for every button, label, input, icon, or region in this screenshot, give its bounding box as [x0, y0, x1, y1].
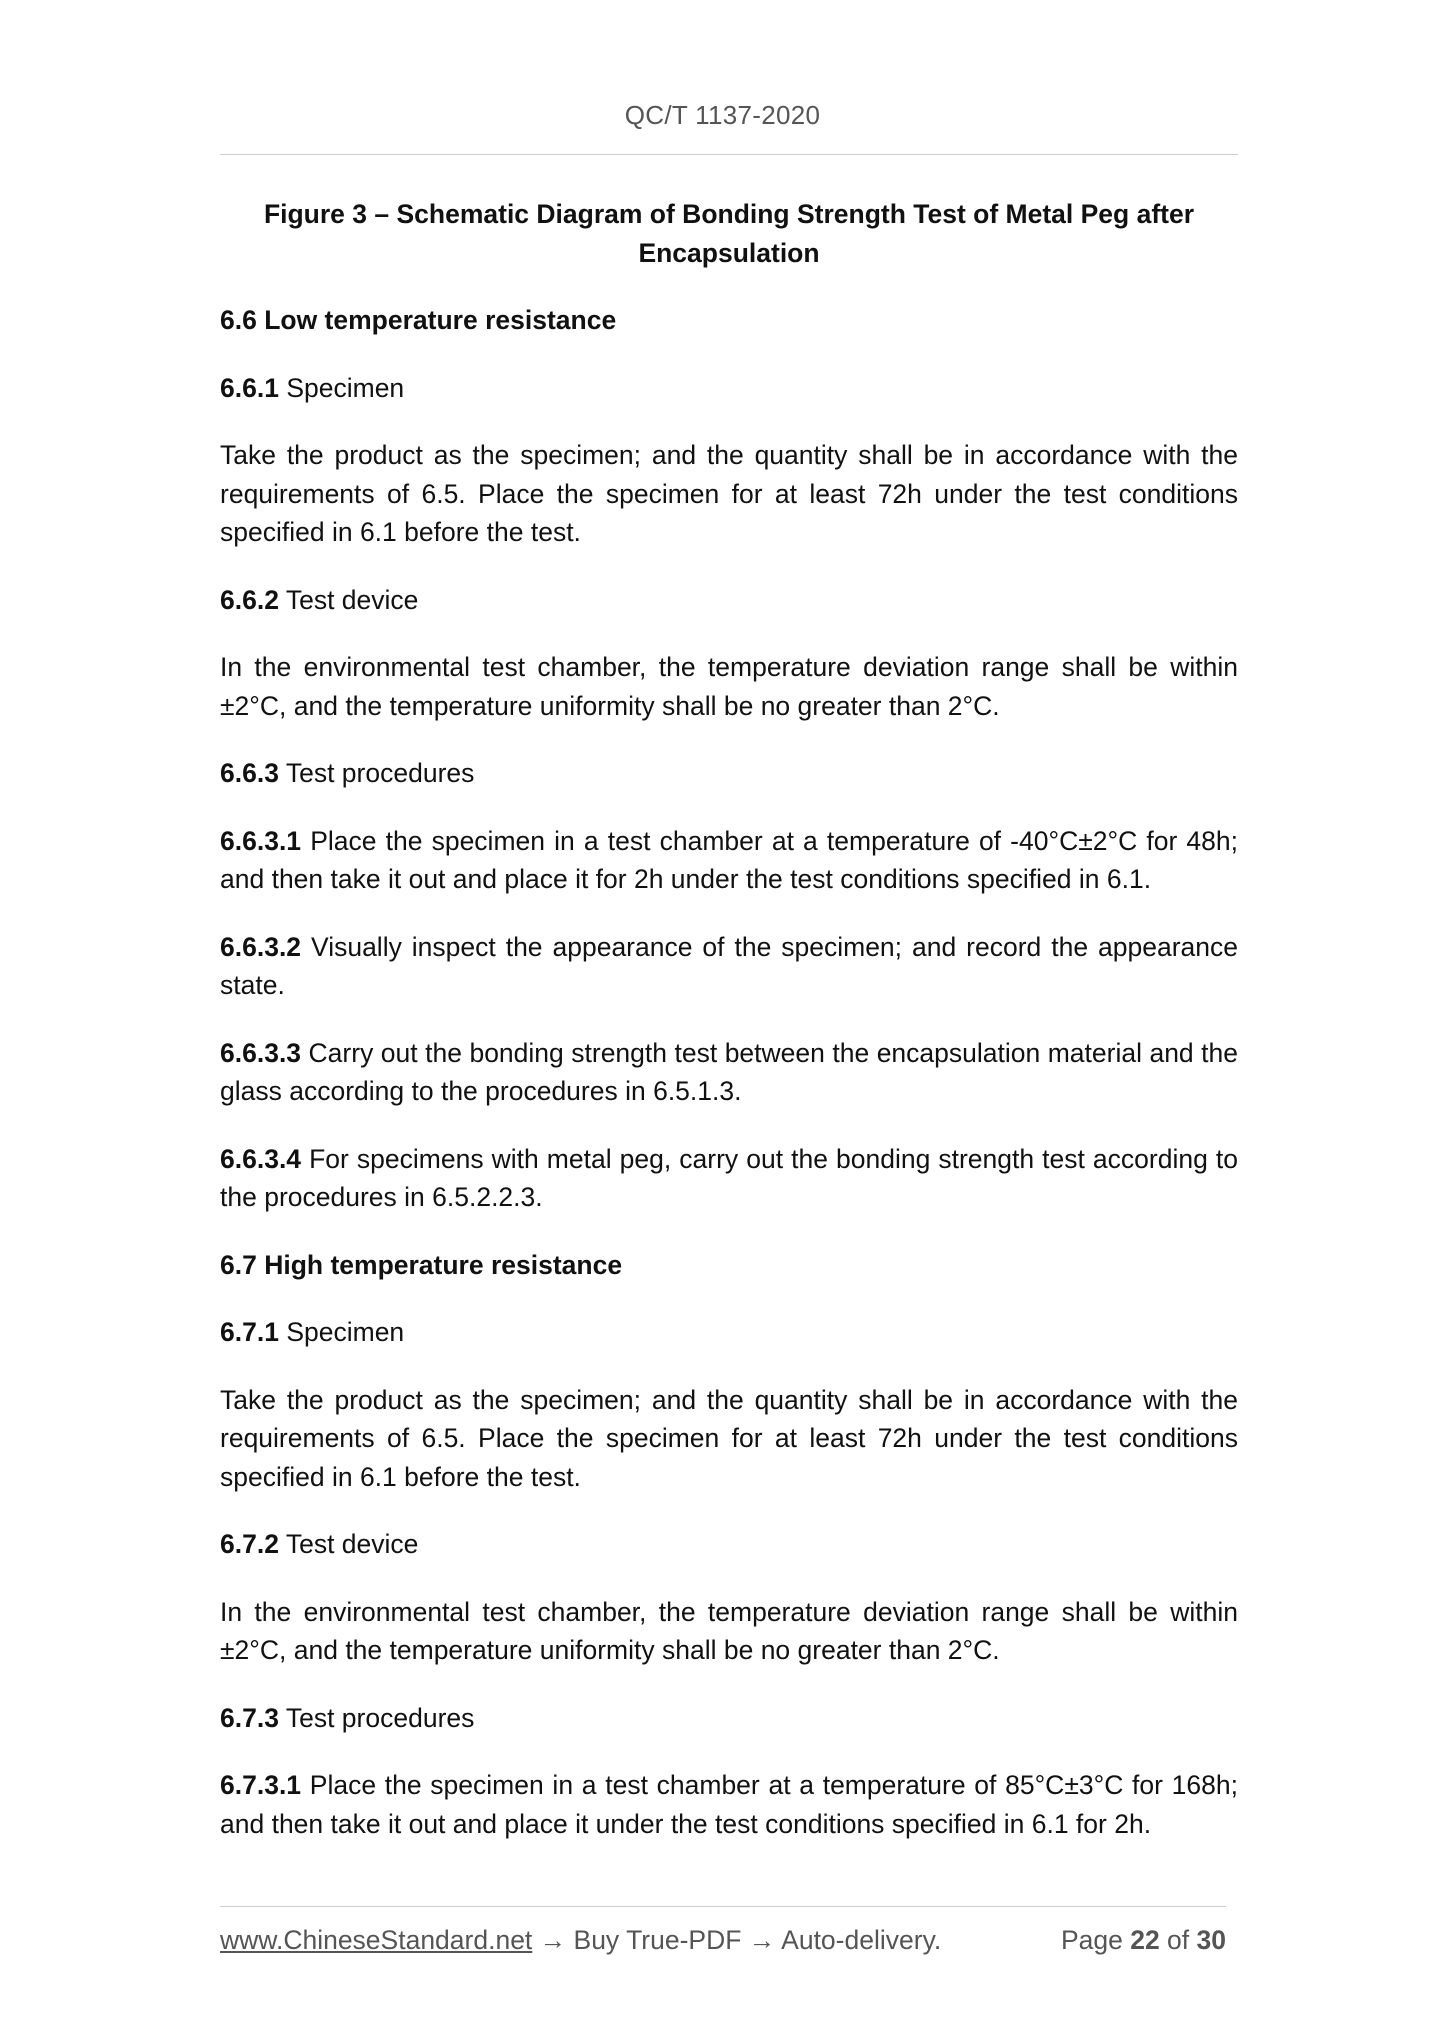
footer-divider — [220, 1906, 1226, 1907]
paragraph-6-6-3-2 — [220, 928, 1238, 1005]
page-of: of — [1159, 1925, 1197, 1955]
paragraph-6-7-2: In the environmental test chamber, the temperature deviation range shall be within ±2°C, and the temperature uniformity shall be no greater than 2°C. — [220, 1596, 1238, 1665]
page-body — [220, 195, 1238, 1872]
clause-number: 6.6.3 — [220, 758, 279, 788]
paragraph-6-6-1: Take the product as the specimen; and the quantity shall be in accordance with the requirements of 6.5. Place the specimen for at least 72h under the test conditions specified in 6.1 before the test. — [220, 440, 1238, 547]
clause-text: Visually inspect the appearance of the specimen; and record the appearance state. — [220, 931, 1238, 1000]
promo-text: → Buy True-PDF → Auto-delivery. — [532, 1925, 942, 1955]
clause-text: Place the specimen in a test chamber at a temperature of -40°C±2°C for 48h; and then take it out and place it for 2h under the test conditions specified in 6.1. — [220, 825, 1238, 894]
clause-title: Specimen — [286, 372, 405, 403]
clause-title: Test procedures — [285, 758, 475, 788]
header-divider — [220, 154, 1238, 155]
clause-number: 6.6.3.2 — [220, 931, 302, 962]
clause-number: 6.6.2 — [220, 584, 279, 615]
subsection-heading-6-7-2 — [220, 1525, 1238, 1564]
current-page-number: 22 — [1130, 1925, 1160, 1955]
page-indicator — [1061, 1925, 1226, 1956]
website-link[interactable]: www.ChineseStandard.net — [220, 1925, 533, 1955]
clause-title: Test procedures — [285, 1702, 475, 1733]
paragraph-6-6-3-1 — [220, 822, 1238, 899]
page-prefix: Page — [1060, 1925, 1131, 1955]
section-heading-6-6: 6.6 Low temperature resistance — [220, 305, 617, 335]
figure-caption: Figure 3 – Schematic Diagram of Bonding Strength Test of Metal Peg after Encapsulation — [263, 199, 1195, 268]
document-id-header: QC/T 1137-2020 — [624, 100, 821, 130]
clause-text: For specimens with metal peg, carry out the bonding strength test according to the procedures in 6.5.2.2.3. — [220, 1143, 1238, 1212]
page-footer — [220, 1925, 1226, 1956]
paragraph-6-6-3-3 — [220, 1034, 1238, 1111]
clause-number: 6.6.3.3 — [220, 1037, 302, 1068]
paragraph-6-6-2: In the environmental test chamber, the temperature deviation range shall be within ±2°C, and the temperature uniformity shall be no greater than 2°C. — [220, 652, 1238, 721]
subsection-heading-6-6-1 — [220, 369, 1238, 408]
clause-text: Carry out the bonding strength test between the encapsulation material and the glass according to the procedures in 6.5.1.3. — [220, 1037, 1238, 1106]
section-heading-6-7: 6.7 High temperature resistance — [220, 1249, 623, 1280]
clause-number: 6.7.3 — [220, 1702, 279, 1733]
subsection-heading-6-6-2 — [220, 581, 1238, 620]
footer-promo — [220, 1925, 941, 1956]
subsection-heading-6-6-3 — [220, 754, 1238, 793]
clause-number: 6.6.3.1 — [220, 825, 302, 856]
paragraph-6-7-3-1 — [220, 1766, 1238, 1843]
total-page-number: 30 — [1196, 1925, 1226, 1955]
paragraph-6-6-3-4 — [220, 1140, 1238, 1217]
clause-number: 6.7.3.1 — [220, 1770, 302, 1800]
clause-text: Place the specimen in a test chamber at a temperature of 85°C±3°C for 168h; and then take it out and place it under the test conditions specified in 6.1 for 2h. — [220, 1770, 1238, 1839]
clause-number: 6.6.1 — [220, 372, 279, 403]
subsection-heading-6-7-3 — [220, 1699, 1238, 1738]
clause-number: 6.7.1 — [220, 1317, 279, 1347]
clause-title: Test device — [285, 1529, 419, 1559]
paragraph-6-7-1: Take the product as the specimen; and the quantity shall be in accordance with the requirements of 6.5. Place the specimen for at least 72h under the test conditions specified in 6.1 before the test. — [220, 1384, 1238, 1492]
subsection-heading-6-7-1 — [220, 1313, 1238, 1352]
clause-title: Test device — [285, 584, 419, 615]
clause-number: 6.7.2 — [220, 1529, 279, 1559]
clause-number: 6.6.3.4 — [220, 1143, 302, 1174]
clause-title: Specimen — [286, 1317, 405, 1347]
